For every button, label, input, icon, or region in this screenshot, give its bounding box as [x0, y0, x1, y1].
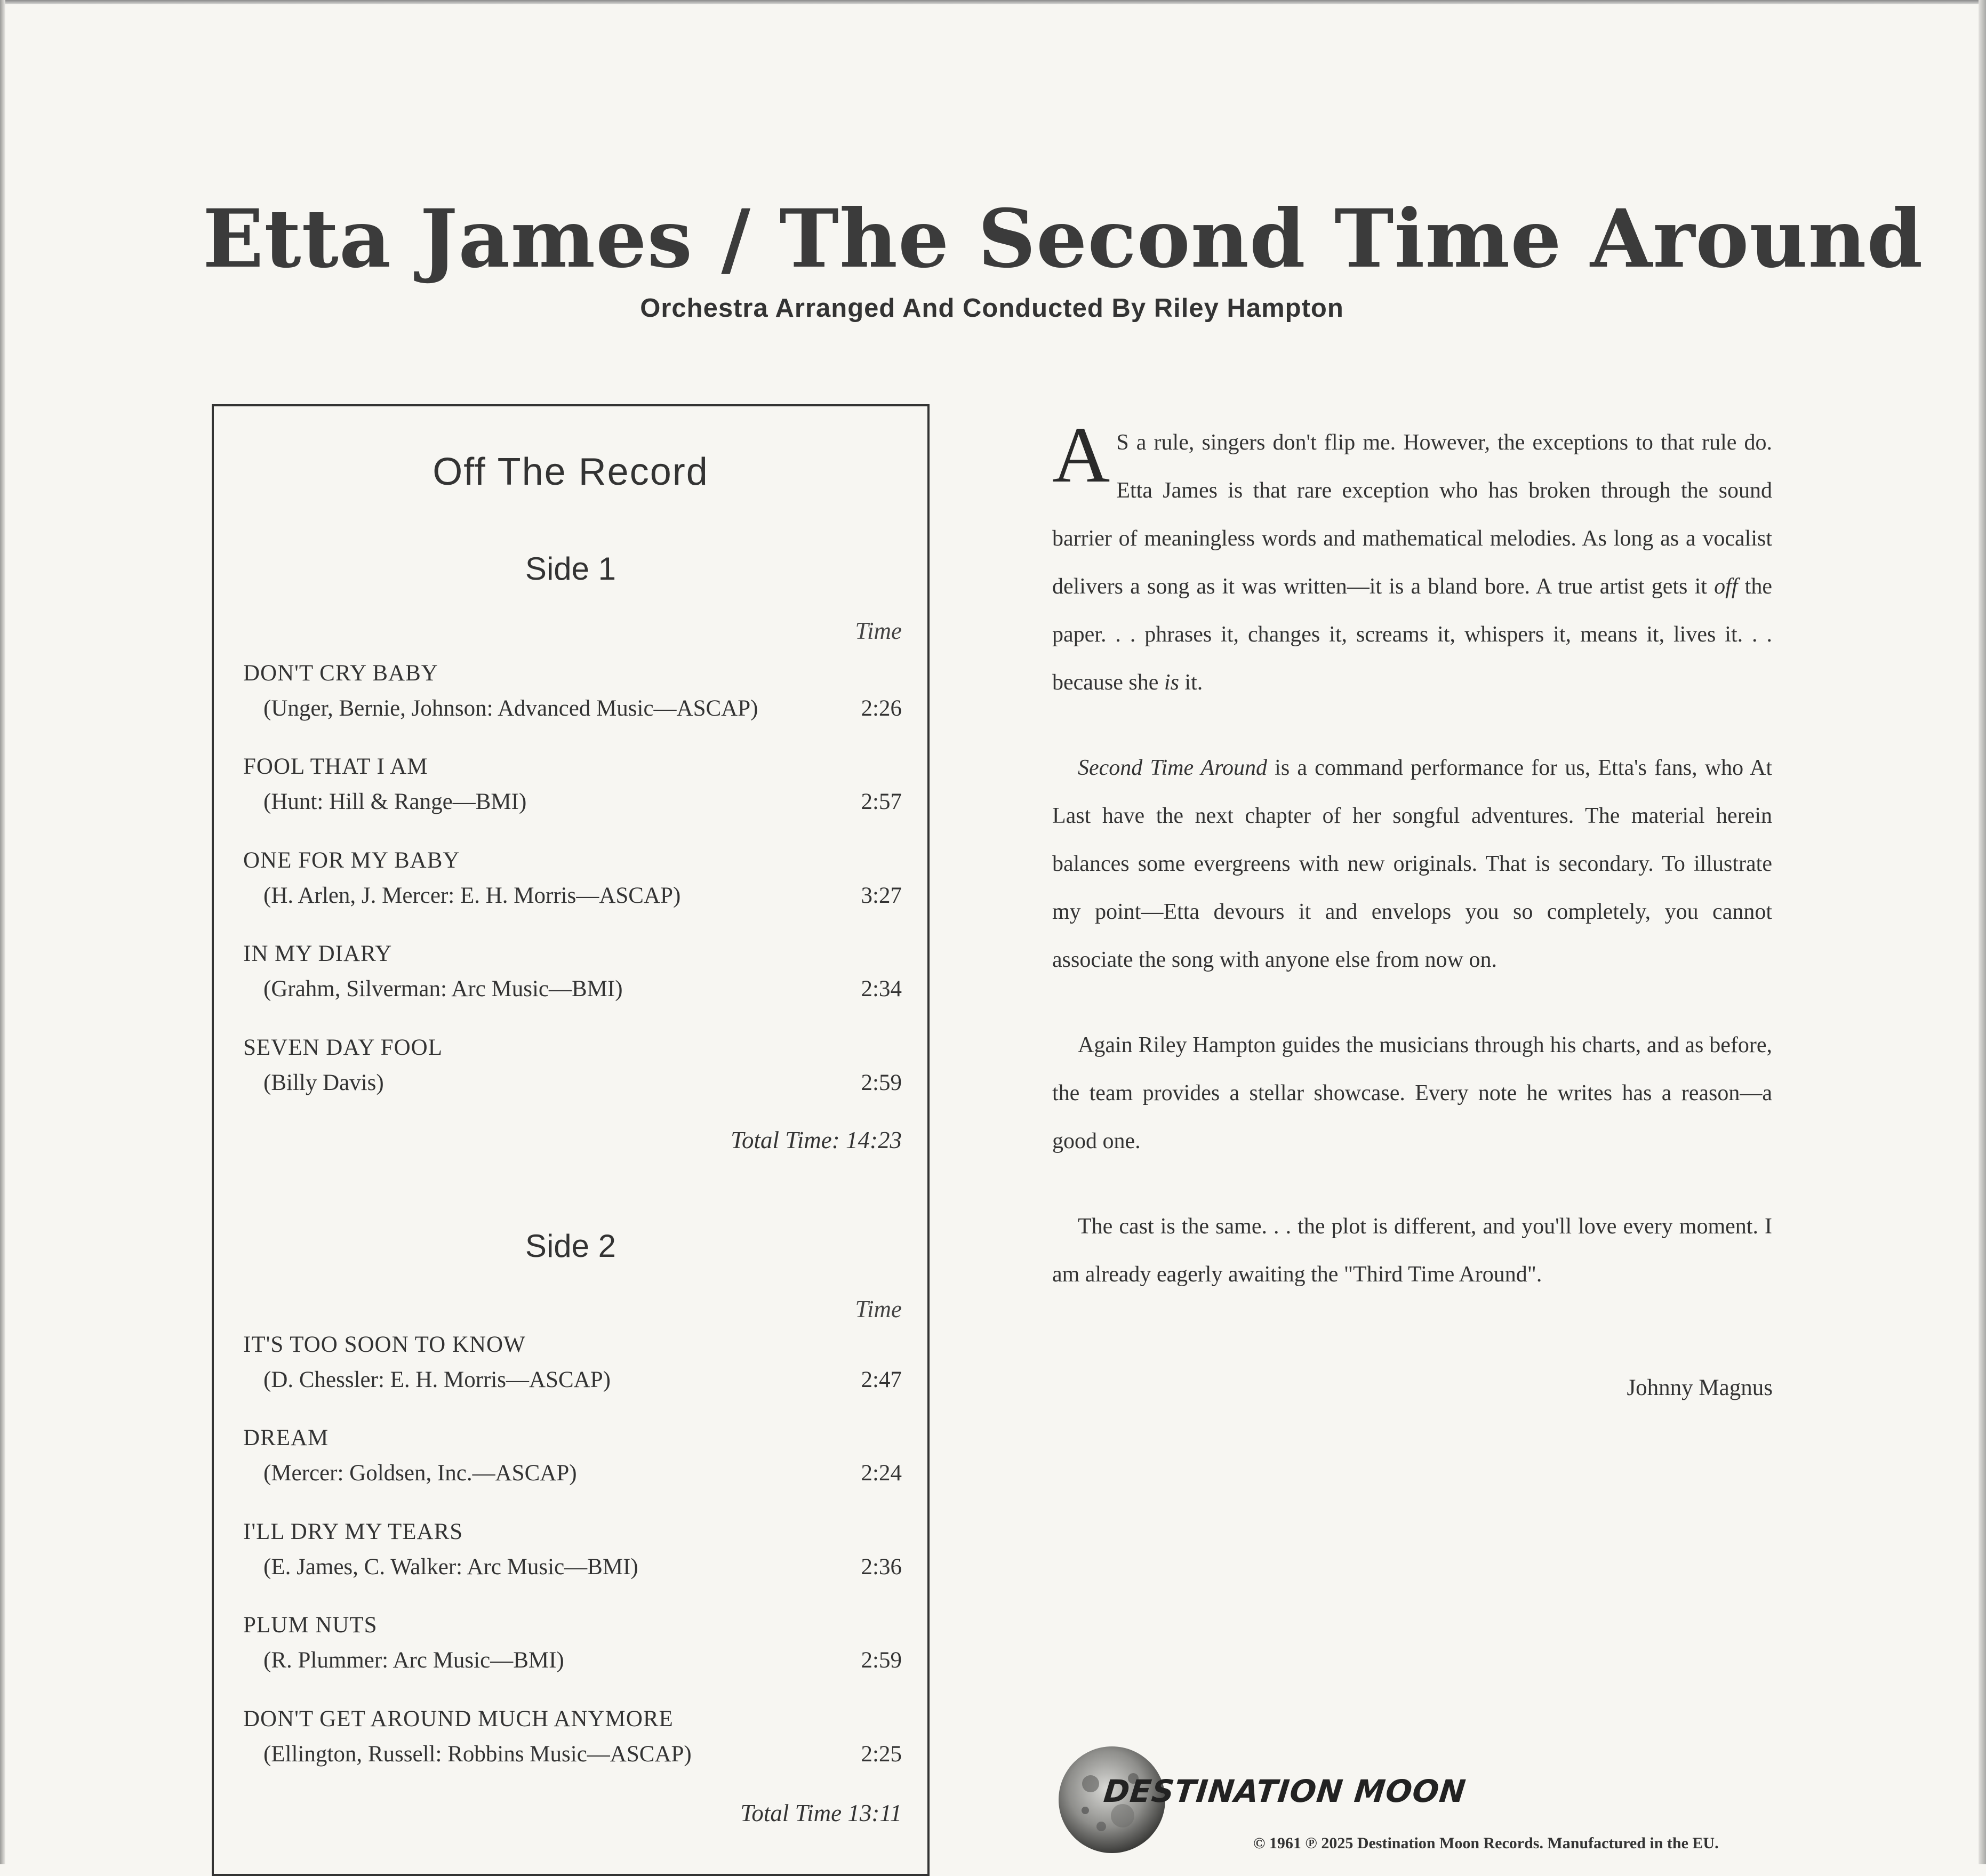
- track-title: ONE FOR MY BABY: [243, 848, 460, 873]
- track-title: SEVEN DAY FOOL: [243, 1035, 443, 1060]
- track-title: DREAM: [243, 1425, 329, 1450]
- side-1-heading: Side 1: [525, 551, 616, 587]
- logo-text: DESTINATION MOON: [1102, 1773, 1468, 1809]
- side-2-heading: Side 2: [525, 1228, 616, 1264]
- track-time: 2:59: [861, 1070, 902, 1095]
- copyright-notice: © 1961 ℗ 2025 Destination Moon Records. Manufactured in the EU.: [1253, 1834, 1719, 1852]
- tracklist-box: [212, 404, 930, 1876]
- track-credit: (Unger, Bernie, Johnson: Advanced Music—ASCAP): [263, 696, 758, 721]
- track-credit: (H. Arlen, J. Mercer: E. H. Morris—ASCAP): [263, 883, 681, 908]
- liner-notes-paragraph-4: The cast is the same. . . the plot is different, and you'll love every moment. I am already eagerly awaiting the "Third Time Around".: [1052, 1214, 1772, 1287]
- track-credit: (Mercer: Goldsen, Inc.—ASCAP): [263, 1461, 577, 1486]
- paragraph-text: the paper. . . phrases it, changes it, screams it, whispers it, means it, lives it. . . because she: [1052, 574, 1772, 695]
- track-time: 2:26: [861, 696, 902, 721]
- track-credit: (E. James, C. Walker: Arc Music—BMI): [263, 1554, 638, 1580]
- album-subtitle: Orchestra Arranged And Conducted By Riley Hampton: [640, 294, 1344, 323]
- track-item: [243, 1612, 902, 1692]
- track-item: [243, 847, 902, 927]
- track-title: I'LL DRY MY TEARS: [243, 1519, 463, 1544]
- track-time: 2:36: [861, 1554, 902, 1580]
- paragraph-text: it.: [1179, 670, 1203, 695]
- track-credit: (Grahm, Silverman: Arc Music—BMI): [263, 976, 623, 1001]
- liner-notes-paragraph-3: Again Riley Hampton guides the musicians through his charts, and as before, the team provides a stellar showcase. Every note he writes has a reason—a good one.: [1052, 1033, 1772, 1153]
- track-credit: (Ellington, Russell: Robbins Music—ASCAP): [263, 1742, 692, 1767]
- side-1-total-time: Total Time: 14:23: [731, 1127, 902, 1153]
- track-item: [243, 753, 902, 833]
- liner-notes: [1052, 411, 1772, 1336]
- tracklist-heading: Off The Record: [433, 451, 709, 493]
- emphasis-off: off: [1714, 574, 1738, 599]
- track-item: [243, 1035, 902, 1115]
- track-time: 2:59: [861, 1648, 902, 1673]
- track-time: 2:24: [861, 1461, 902, 1486]
- side-2-time-header: Time: [855, 1296, 902, 1322]
- paragraph-text: is a command performance for us, Etta's fans, who At Last have the next chapter of her songful adventures. The material herein balances some evergreens with new originals. That is secondary. To illustrate my point—Etta devours it and envelops you so completely, you cannot associate the song with anyone else from now on.: [1052, 756, 1772, 972]
- liner-notes-paragraph-1: [1052, 411, 1772, 707]
- album-title: Etta James / The Second Time Around: [203, 192, 1924, 286]
- track-title: FOOL THAT I AM: [243, 754, 428, 779]
- track-credit: (D. Chessler: E. H. Morris—ASCAP): [263, 1367, 611, 1392]
- track-time: 3:27: [861, 883, 902, 908]
- track-time: 2:25: [861, 1742, 902, 1767]
- track-title: IT'S TOO SOON TO KNOW: [243, 1332, 526, 1357]
- track-credit: (Hunt: Hill & Range—BMI): [263, 789, 527, 814]
- paragraph-text: S a rule, singers don't flip me. However, the exceptions to that rule do. Etta James is that rare exception who has broken through the sound barrier of meaningless words and mathematical melodies. As long as a vocalist delivers a song as it was written—it is a bland bore. A true artist gets it: [1052, 430, 1772, 599]
- page-edge-right: [1979, 0, 1986, 1864]
- side-1-time-header: Time: [855, 618, 902, 644]
- track-credit: (R. Plummer: Arc Music—BMI): [263, 1648, 564, 1673]
- track-item: [243, 941, 902, 1021]
- page-edge-left: [0, 0, 5, 1864]
- emphasis-is: is: [1164, 670, 1179, 695]
- track-item: [243, 1519, 902, 1599]
- track-item: [243, 1706, 902, 1786]
- side-2-total-time: Total Time 13:11: [740, 1800, 902, 1826]
- track-time: 2:57: [861, 789, 902, 814]
- track-item: [243, 660, 902, 740]
- page-edge-top: [0, 0, 1986, 4]
- liner-notes-paragraph-2: [1052, 744, 1772, 984]
- track-title: DON'T CRY BABY: [243, 661, 438, 686]
- author-signature: Johnny Magnus: [1627, 1375, 1773, 1400]
- track-item: [243, 1425, 902, 1505]
- album-title-reference: Second Time Around: [1078, 756, 1267, 780]
- track-title: DON'T GET AROUND MUCH ANYMORE: [243, 1706, 674, 1731]
- track-time: 2:47: [861, 1367, 902, 1392]
- track-time: 2:34: [861, 976, 902, 1001]
- track-credit: (Billy Davis): [263, 1070, 384, 1095]
- drop-cap: A: [1052, 411, 1110, 499]
- track-title: PLUM NUTS: [243, 1613, 378, 1638]
- track-title: IN MY DIARY: [243, 941, 393, 966]
- track-item: [243, 1332, 902, 1412]
